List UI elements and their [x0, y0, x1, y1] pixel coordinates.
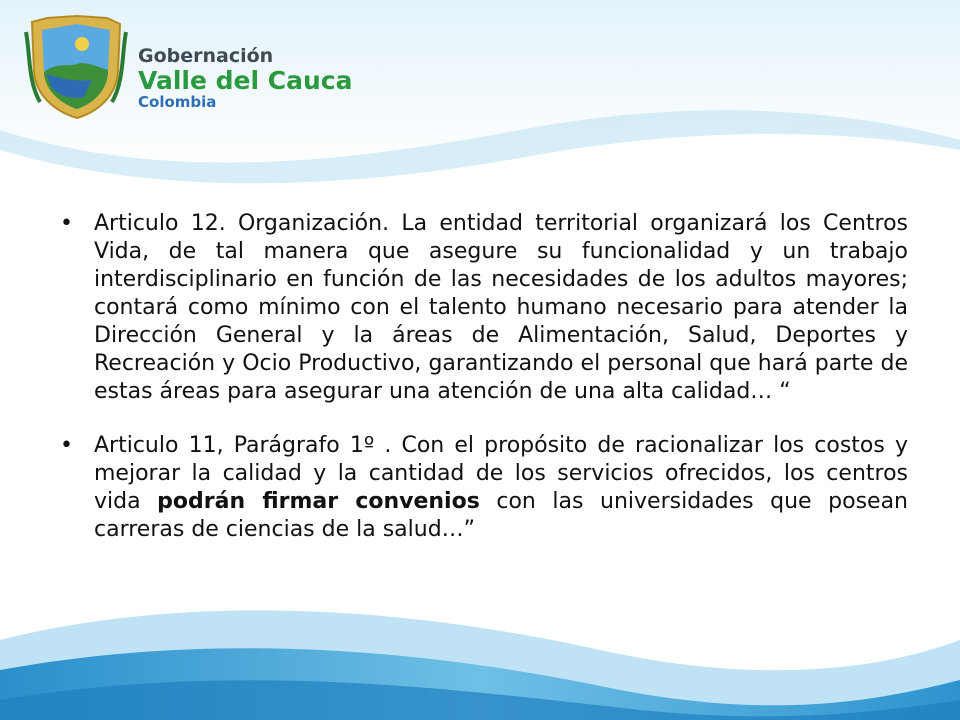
bullet-dot-icon: •	[60, 211, 73, 236]
bullet-text-2-after: con las universidades que posean carreras de ciencias de la salud…”	[94, 489, 908, 542]
bullet-text-1: Articulo 12. Organización. La entidad territorial organizará los Centros Vida, de tal manera que asegure su funcionalidad y un trabajo interdisciplinario en función de las necesidades de los adultos mayores; contará como mínimo con el talento humano necesario para atender la Dirección General y la áreas de Alimentación, Salud, Deportes y Recreación y Ocio Productivo, garantizando el personal que hará parte de estas áreas para asegurar una atención de una alta calidad… “	[94, 211, 908, 404]
coat-of-arms-logo	[22, 12, 132, 122]
bullet-text-2-before: Articulo 11, Parágrafo 1º . Con el propósito de racionalizar los costos y mejorar la calidad y la cantidad de los servicios ofrecidos, los centros vida	[94, 433, 908, 514]
bullet-list	[60, 210, 908, 570]
bullet-text-2-bold: podrán firmar convenios	[157, 489, 480, 514]
brand-text	[138, 46, 352, 111]
bullet-item-2	[60, 432, 908, 544]
bullet-item-1	[60, 210, 908, 406]
brand-line-3: Colombia	[138, 93, 217, 111]
brand-line-1: Gobernación	[138, 45, 274, 67]
bullet-dot-icon: •	[60, 433, 73, 458]
brand-line-2: Valle del Cauca	[138, 66, 353, 95]
